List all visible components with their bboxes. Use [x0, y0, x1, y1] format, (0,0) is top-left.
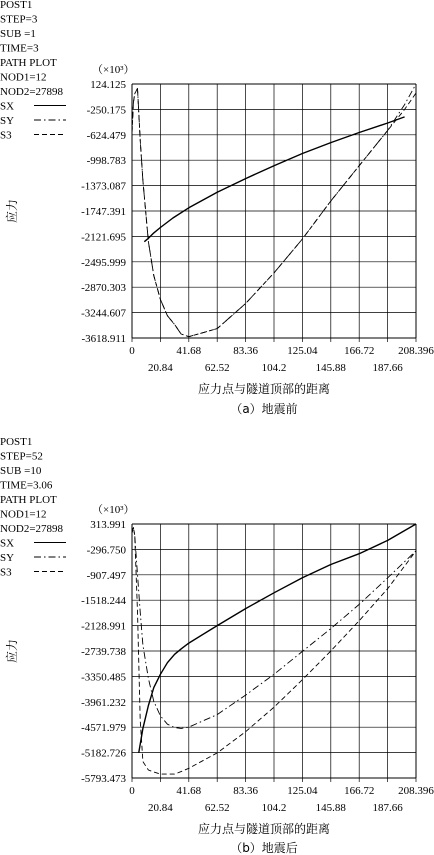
chart2-legend-label: SY — [0, 552, 15, 564]
chart2-info-line: NOD2=27898 — [0, 523, 64, 535]
chart1-info-line: PATH PLOT — [0, 57, 57, 69]
chart1-y-tick-label: -1747.391 — [81, 206, 126, 218]
chart1-y-tick-label: -998.783 — [86, 155, 126, 168]
chart1-y-tick-label: -250.175 — [86, 104, 126, 117]
chart1-info-line: POST1 — [0, 0, 33, 11]
chart1-x-tick-label: 208.396 — [398, 345, 434, 357]
chart2-x-tick-label: 83.36 — [233, 785, 258, 797]
chart1-y-tick-label: 124.125 — [90, 79, 126, 91]
chart2-info-line: NOD1=12 — [0, 508, 47, 521]
chart1-info-line: TIME=3 — [0, 42, 39, 55]
chart1-y-tick-label: -624.479 — [86, 129, 126, 142]
chart1-y-axis-label: 应力 — [5, 198, 19, 224]
chart2-y-tick-label: -907.497 — [86, 569, 126, 582]
chart2-info-line: STEP=52 — [0, 450, 43, 463]
chart1-x-tick-label: 83.36 — [233, 345, 258, 357]
chart2-x-axis-label: 应力点与隧道顶部的距离 — [197, 822, 331, 836]
chart2-y-tick-label: -2128.991 — [81, 620, 126, 633]
chart2-multiplier: （×10³） — [92, 504, 135, 516]
chart2-y-tick-label: -296.750 — [86, 544, 126, 557]
chart2-info-line: PATH PLOT — [0, 494, 57, 506]
chart2-x-tick-label: 145.88 — [315, 802, 346, 814]
chart1-series-sx — [144, 117, 404, 242]
chart1-x-tick-label: 104.2 — [261, 362, 287, 374]
chart2-y-tick-label: -1518.244 — [81, 595, 126, 608]
chart2-y-tick-label: -3350.485 — [81, 671, 126, 684]
chart1-x-tick-label: 62.52 — [204, 362, 230, 374]
chart1-y-tick-label: -3244.607 — [81, 307, 126, 320]
chart1-x-axis-label: 应力点与隧道顶部的距离 — [197, 382, 331, 396]
chart1-caption: （a）地震前 — [230, 402, 298, 416]
chart2-y-tick-label: -2739.738 — [81, 646, 126, 658]
chart1-info-line: NOD1=12 — [0, 71, 47, 84]
chart2-x-tick-label: 104.2 — [261, 802, 287, 814]
chart1-legend-label: S3 — [0, 129, 12, 142]
chart2-y-tick-label: -4571.979 — [81, 722, 126, 735]
chart2-info-line: POST1 — [0, 436, 33, 448]
chart1-y-tick-label: -2870.303 — [81, 282, 126, 295]
chart1-x-tick-label: 166.72 — [344, 345, 375, 357]
chart2-info-line: SUB =10 — [0, 465, 42, 477]
chart1-x-tick-label: 145.88 — [315, 362, 346, 374]
chart2-y-tick-label: -3961.232 — [81, 696, 126, 709]
chart2-x-tick-label: 62.52 — [204, 802, 230, 814]
chart2-info-line: TIME=3.06 — [0, 479, 53, 492]
chart1-y-tick-label: -2121.695 — [81, 231, 126, 244]
chart2-y-tick-label: -5793.473 — [81, 773, 126, 785]
chart1-info-line: STEP=3 — [0, 13, 38, 26]
chart2-y-tick-label: -5182.726 — [81, 747, 126, 760]
chart2-series-sx — [139, 524, 416, 753]
chart1-info-line: NOD2=27898 — [0, 86, 64, 98]
chart2-x-tick-label: 125.04 — [287, 785, 318, 797]
chart2-x-tick-label: 0 — [129, 785, 135, 797]
chart1-x-tick-label: 20.84 — [148, 362, 173, 374]
chart1-x-tick-label: 41.68 — [176, 345, 202, 357]
chart2-y-tick-label: 313.991 — [90, 519, 126, 531]
chart1-multiplier: （×10³） — [92, 64, 135, 76]
chart2-caption: （b）地震后 — [230, 841, 298, 855]
chart1-info-line: SUB =1 — [0, 28, 36, 40]
chart1-x-tick-label: 0 — [129, 345, 135, 357]
chart1-x-tick-label: 125.04 — [287, 345, 318, 357]
chart1-legend-label: SX — [0, 100, 15, 113]
chart2-x-tick-label: 20.84 — [148, 802, 173, 814]
chart1-y-tick-label: -3618.911 — [81, 333, 126, 345]
chart2-x-tick-label: 166.72 — [344, 785, 375, 797]
chart1-x-tick-label: 187.66 — [372, 362, 403, 374]
chart2-y-axis-label: 应力 — [5, 638, 19, 664]
chart1-y-tick-label: -2495.999 — [81, 256, 126, 269]
chart2-legend-label: SX — [0, 537, 15, 550]
chart2-x-tick-label: 41.68 — [176, 785, 202, 797]
chart1-y-tick-label: -1373.087 — [81, 180, 126, 193]
chart2-legend-label: S3 — [0, 566, 12, 579]
chart2-x-tick-label: 208.396 — [398, 785, 434, 797]
chart1-legend-label: SY — [0, 115, 15, 127]
chart2-x-tick-label: 187.66 — [372, 802, 403, 814]
